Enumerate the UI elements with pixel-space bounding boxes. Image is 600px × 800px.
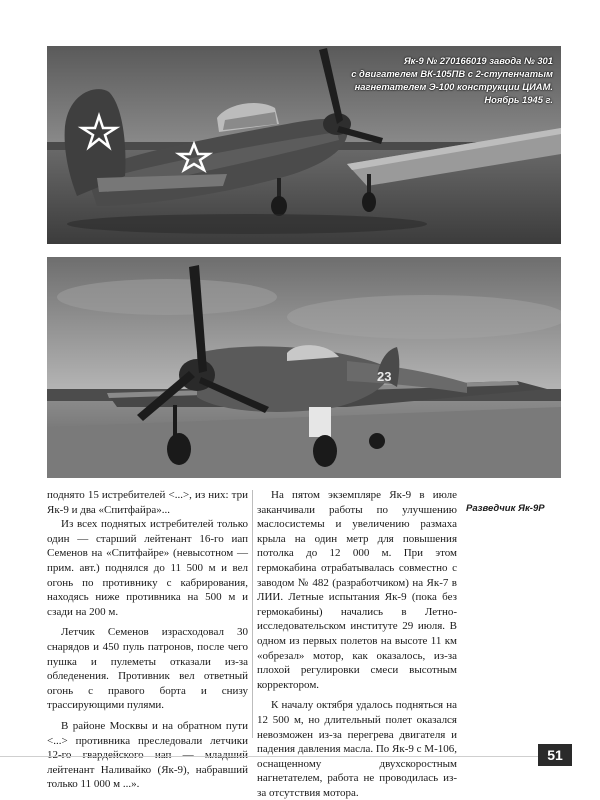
text-column-right [257, 488, 457, 800]
tail-number: 23 [377, 369, 392, 384]
side-caption: Разведчик Як-9Р [466, 503, 545, 514]
column-divider [252, 490, 253, 738]
photo-yak9-front [47, 257, 561, 478]
page-number: 51 [538, 744, 572, 766]
paragraph: поднято 15 истребителей <...>, из них: три Як-9 и два «Спитфайра»... [47, 489, 248, 516]
paragraph: На пятом экземпляре Як-9 в июле заканчивали работы по улучшению маслосистемы и увеличению размаха крыла на один метр для повышения потолка до 12 000 м. При этом гермокабина отрабатывалась совместно с заводом № 482 (разработчиком) на Як-7 в ЛИИ. Летные испытания Як-9 (пока без гермокабины) начались в Летно-исследовательском институте 29 июля. В одном из первых полетов на высоте 11 км «обрезал» мотор, как оказалось, из-за плохой регулировки смеси высотным корректором. [257, 489, 457, 691]
caption-line: нагнетателем Э-100 конструкции ЦИАМ. [354, 81, 553, 92]
paragraph: В районе Москвы и на обратном пути <...> противника преследовали летчики лейтенант Наливайко (Як-9), набравший только 11 000 м ...». [47, 719, 248, 791]
footer-rule [0, 756, 538, 757]
photo-caption [333, 54, 553, 106]
paragraph: Из всех поднятых истребителей только один — старший лейтенант 16-го иап Семенов на «Спитфайре» (невысотном — прим. авт.) поднялся до 11 500 м и вел огонь по противнику с кабрирования, находясь ниже противника на 500 м и сзади на 200 м. [47, 518, 248, 618]
text-column-left [47, 488, 248, 792]
caption-line: Ноябрь 1945 г. [484, 94, 553, 105]
caption-line: Як-9 № 270166019 завода № 301 [403, 55, 553, 66]
caption-line: с двигателем ВК-105ПВ с 2-ступенчатым [351, 68, 553, 79]
photo-yak9-front-image [47, 257, 561, 478]
paragraph: К началу октября удалось подняться на 12 500 м, но длительный полет оказался невозможен из-за перегрева двигателя и падения давления масла. По Як-9 с М-106, оснащенному двухскоростным нагнетателем, работа не проводилась из-за отсутствия мотора. [257, 699, 457, 799]
paragraph: Летчик Семенов израсходовал 30 снарядов и 450 пуль патронов, после чего пушка и пулеметы отказали из-за обледенения. Противник вел ответный огонь с правого борта и снизу трассирующими пулями. [47, 626, 248, 712]
photo-yak9-1945 [47, 46, 561, 244]
